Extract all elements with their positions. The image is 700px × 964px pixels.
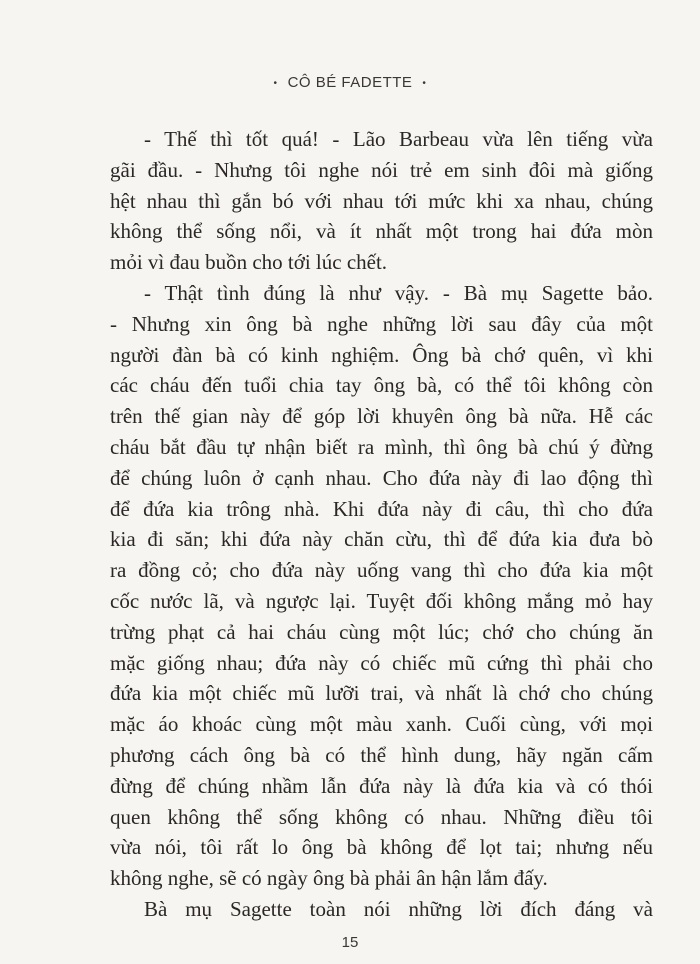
page-number: 15 bbox=[341, 934, 359, 951]
text-line: không thể sống nổi, và ít nhất một trong hai đứa mòn bbox=[110, 219, 653, 244]
text-line: - Thế thì tốt quá! - Lão Barbeau vừa lên tiếng vừa bbox=[144, 127, 653, 151]
text-line: hệt nhau thì gắn bó với nhau tới mức khi xa nhau, chúng bbox=[110, 188, 653, 213]
text-line: vừa nói, tôi rất lo ông bà không để lọt tai; nhưng nếu bbox=[110, 835, 653, 860]
text-line: các cháu đến tuổi chia tay ông bà, có thể tôi không còn bbox=[110, 373, 653, 398]
book-title: CÔ BÉ FADETTE bbox=[287, 74, 413, 91]
text-line: ra đồng cỏ; cho đứa này uống vang thì cho đứa kia một bbox=[110, 558, 653, 583]
text-line: Bà mụ Sagette toàn nói những lời đích đáng và bbox=[144, 896, 653, 921]
text-line: không nghe, sẽ có ngày ông bà phải ân hận lắm đấy. bbox=[110, 866, 548, 891]
running-header bbox=[0, 74, 700, 91]
text-line: để đứa kia trông nhà. Khi đứa này đi câu, thì cho đứa bbox=[110, 496, 653, 521]
text-line: phương cách ông bà có thể hình dung, hãy ngăn cấm bbox=[110, 742, 653, 767]
text-line: - Thật tình đúng là như vậy. - Bà mụ Sagette bảo. bbox=[144, 280, 653, 305]
text-line: đứa kia một chiếc mũ lưỡi trai, và nhất là chớ cho chúng bbox=[110, 681, 653, 706]
text-line: để chúng luôn ở cạnh nhau. Cho đứa này đi lao động thì bbox=[110, 465, 653, 490]
text-line: mặc áo khoác cùng một màu xanh. Cuối cùng, với mọi bbox=[110, 712, 653, 737]
text-line: kia đi săn; khi đứa này chăn cừu, thì để đứa kia đưa bò bbox=[110, 527, 653, 552]
ornament-bullet-left: • bbox=[273, 77, 278, 89]
body-text bbox=[110, 124, 653, 925]
ornament-bullet-right: • bbox=[422, 77, 427, 89]
text-line: người đàn bà có kinh nghiệm. Ông bà chớ quên, vì khi bbox=[110, 342, 653, 367]
text-line: - Nhưng xin ông bà nghe những lời sau đây của một bbox=[110, 311, 653, 336]
text-line: gãi đầu. - Nhưng tôi nghe nói trẻ em sinh đôi mà giống bbox=[110, 157, 653, 182]
text-line: mặc giống nhau; đứa này có chiếc mũ cứng thì phải cho bbox=[110, 650, 653, 675]
text-line: cốc nước lã, và ngược lại. Tuyệt đối không mắng mỏ hay bbox=[110, 588, 653, 613]
text-line: trừng phạt cả hai cháu cùng một lúc; chớ cho chúng ăn bbox=[110, 619, 653, 644]
text-line: đừng để chúng nhầm lẫn đứa này là đứa kia và có thói bbox=[110, 773, 653, 798]
text-line: quen không thể sống không có nhau. Những điều tôi bbox=[110, 804, 653, 829]
text-line: trên thế gian này để góp lời khuyên ông bà nữa. Hễ các bbox=[110, 404, 653, 429]
text-line: mỏi vì đau buồn cho tới lúc chết. bbox=[110, 250, 388, 275]
text-line: cháu bắt đầu tự nhận biết ra mình, thì ông bà chú ý đừng bbox=[110, 434, 653, 459]
